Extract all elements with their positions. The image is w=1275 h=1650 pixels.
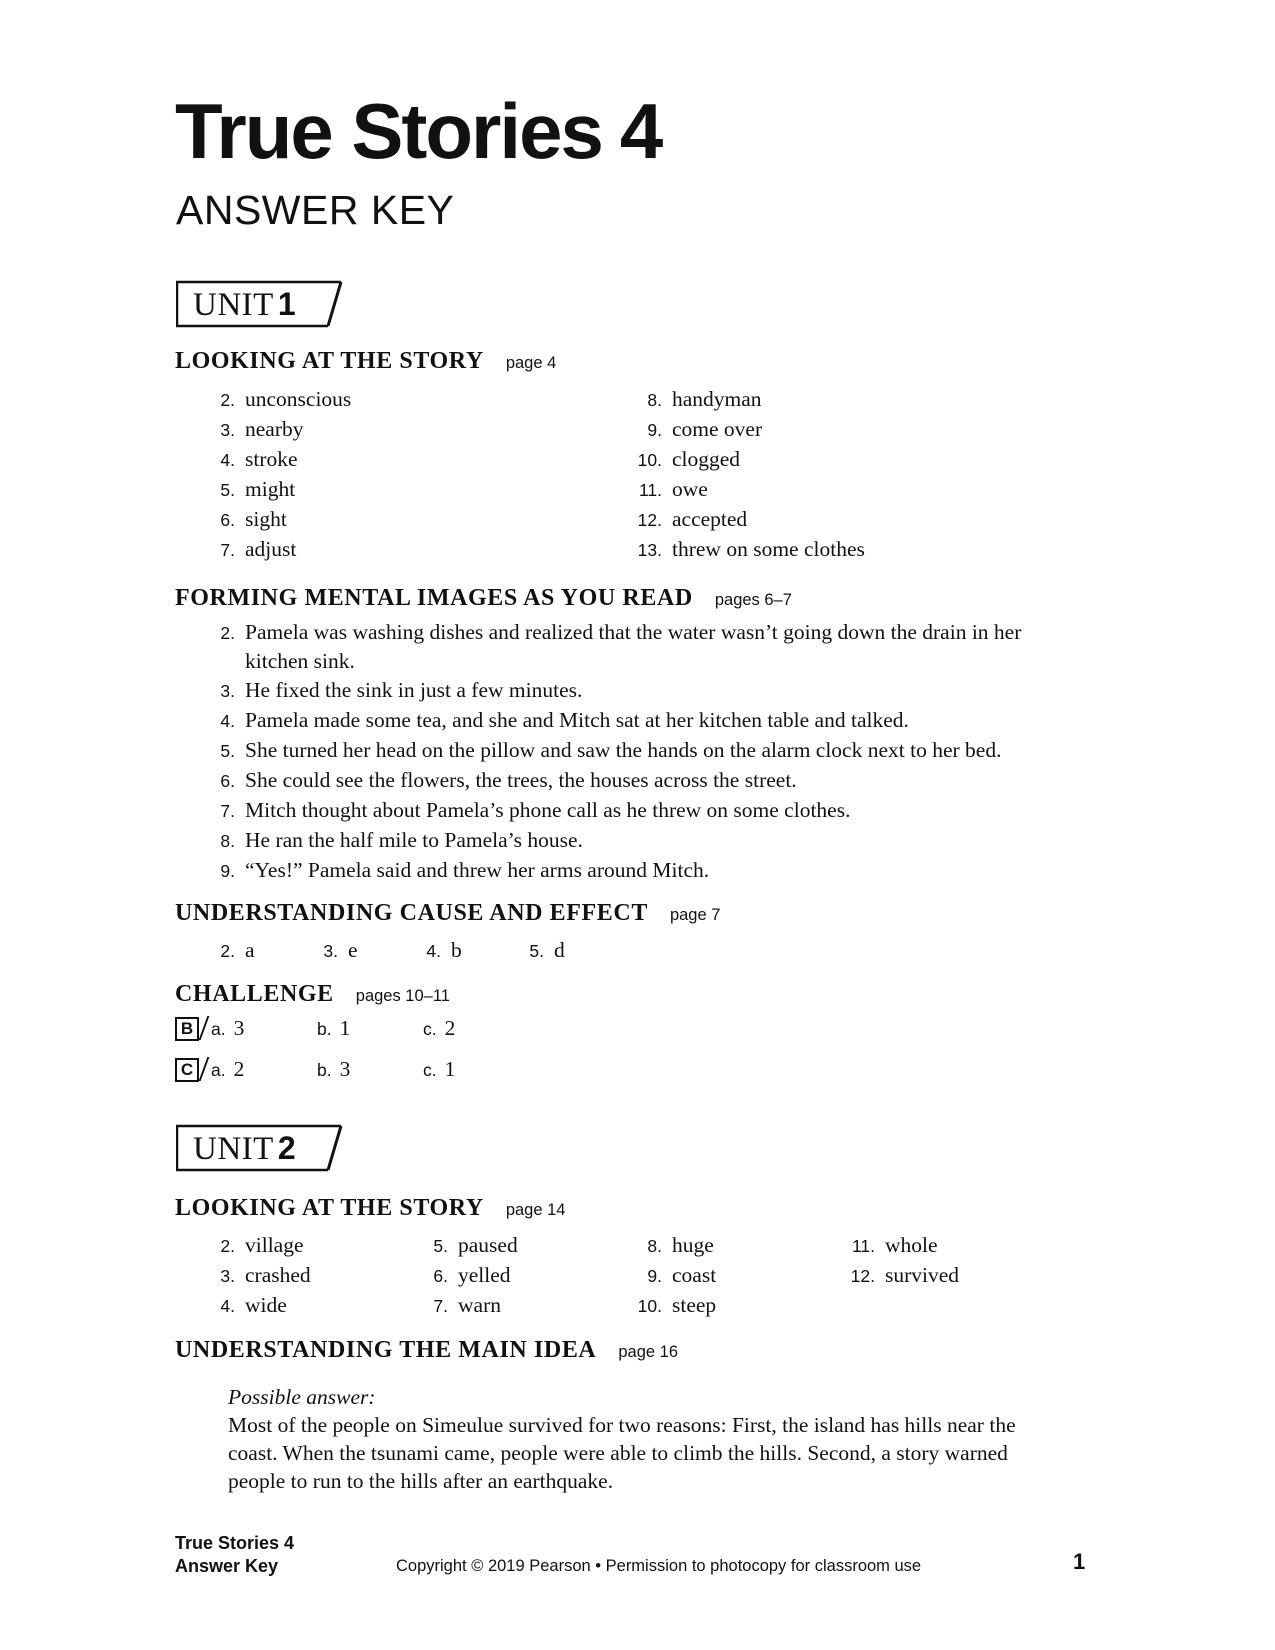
- heading-text: LOOKING AT THE STORY: [175, 1195, 484, 1221]
- answer-item: [195, 1231, 311, 1261]
- item-number: 13.: [637, 540, 662, 560]
- item-answer: She could see the flowers, the trees, the houses across the street.: [245, 768, 797, 792]
- item-number: 3.: [220, 1266, 235, 1286]
- item-answer: yelled: [458, 1263, 511, 1287]
- item-answer: clogged: [672, 447, 741, 471]
- answer-item: [622, 415, 865, 445]
- item-answer: “Yes!” Pamela said and threw her arms around Mitch.: [245, 858, 710, 882]
- answer-item: [195, 796, 1095, 826]
- item-number: a.: [211, 1060, 226, 1080]
- item-answer: Pamela made some tea, and she and Mitch sat at her kitchen table and talked.: [245, 708, 909, 732]
- item-number: 2.: [220, 941, 235, 961]
- unit-2-banner: [176, 1124, 344, 1172]
- heading-text: UNDERSTANDING CAUSE AND EFFECT: [175, 900, 648, 926]
- answer-item: [195, 676, 1095, 706]
- heading-text: FORMING MENTAL IMAGES AS YOU READ: [175, 585, 693, 611]
- page-reference: page 4: [505, 354, 557, 372]
- answer-item: [408, 1231, 518, 1261]
- item-answer: coast: [672, 1263, 717, 1287]
- page-reference: page 16: [618, 1343, 679, 1361]
- heading-text: LOOKING AT THE STORY: [175, 348, 484, 374]
- title-text: True Stories: [175, 87, 602, 175]
- answer-item: [622, 385, 865, 415]
- item-answer: steep: [672, 1293, 717, 1317]
- item-number: 12.: [850, 1266, 875, 1286]
- item-number: 7.: [220, 801, 235, 821]
- item-number: a.: [211, 1019, 226, 1039]
- item-answer: 3: [339, 1057, 351, 1081]
- item-number: 7.: [433, 1296, 448, 1316]
- answer-item: [622, 505, 865, 535]
- section-heading-main-idea: [175, 1335, 678, 1367]
- answer-item: [622, 475, 865, 505]
- item-number: 5.: [433, 1236, 448, 1256]
- item-number: 4.: [426, 941, 441, 961]
- item-answer: whole: [885, 1233, 938, 1257]
- item-answer: 2: [444, 1016, 456, 1040]
- item-answer: sight: [245, 507, 287, 531]
- item-number: 3.: [323, 941, 338, 961]
- section-heading-cause: [175, 898, 720, 930]
- answer-item: [195, 505, 351, 535]
- item-answer: a: [245, 938, 255, 962]
- item-answer: e: [348, 938, 358, 962]
- footer-book-info: [175, 1532, 294, 1578]
- answer-column: [408, 1231, 518, 1321]
- badge-slash: [199, 1057, 210, 1081]
- answer-item: [195, 736, 1095, 766]
- answer-item: [195, 475, 351, 505]
- item-answer: warn: [458, 1293, 501, 1317]
- item-answer: adjust: [245, 537, 297, 561]
- section-heading-challenge: [175, 979, 450, 1011]
- item-number: 11.: [638, 480, 662, 500]
- item-number: 10.: [637, 450, 662, 470]
- item-answer: She turned her head on the pillow and saw the hands on the alarm clock next to her bed.: [245, 738, 1002, 762]
- answer-item: [408, 1261, 518, 1291]
- item-number: b.: [317, 1060, 332, 1080]
- answer-item: [622, 445, 865, 475]
- item-answer: d: [554, 938, 565, 962]
- challenge-row: [175, 1055, 529, 1096]
- footer-doc-title: Answer Key: [175, 1556, 279, 1576]
- section-heading-looking-1: [175, 346, 556, 378]
- answer-column: [622, 385, 865, 565]
- answer-column: [195, 1231, 311, 1321]
- answer-list: [195, 618, 1095, 886]
- challenge-row: [175, 1014, 529, 1055]
- section-heading-looking-2: [175, 1193, 565, 1225]
- item-number: b.: [317, 1019, 332, 1039]
- answer-item: [195, 936, 298, 966]
- footer-book-title: True Stories 4: [175, 1533, 295, 1553]
- item-answer: village: [245, 1233, 304, 1257]
- page-reference: pages 6–7: [714, 591, 792, 609]
- item-answer: He fixed the sink in just a few minutes.: [245, 678, 583, 702]
- answer-item: [401, 936, 504, 966]
- answer-item: [317, 1014, 423, 1044]
- unit-label: UNIT: [193, 1131, 274, 1167]
- item-number: 5.: [529, 941, 544, 961]
- item-answer: Mitch thought about Pamela’s phone call as he threw on some clothes.: [245, 798, 851, 822]
- challenge-rows: [175, 1014, 529, 1096]
- item-number: 4.: [220, 1296, 235, 1316]
- unit-number: 1: [277, 286, 297, 322]
- exercise-label-badge: C: [175, 1058, 199, 1082]
- section-heading-forming: [175, 583, 792, 615]
- item-number: 9.: [220, 861, 235, 881]
- answer-item: [195, 1261, 311, 1291]
- answer-item: [195, 706, 1095, 736]
- heading-text: CHALLENGE: [175, 981, 334, 1007]
- item-number: 12.: [637, 510, 662, 530]
- item-answer: 2: [233, 1057, 245, 1081]
- item-answer: accepted: [672, 507, 748, 531]
- answer-item: [195, 415, 351, 445]
- item-answer: owe: [672, 477, 708, 501]
- item-number: 7.: [220, 540, 235, 560]
- answer-item: [195, 1291, 311, 1321]
- answer-item: [195, 856, 1095, 886]
- answer-item: [835, 1261, 959, 1291]
- answer-row: [195, 936, 607, 966]
- answer-item: [622, 1261, 716, 1291]
- answer-column: [835, 1231, 959, 1291]
- item-number: 8.: [647, 390, 662, 410]
- answer-item: [622, 1291, 716, 1321]
- possible-answer-label: Possible answer:: [228, 1385, 376, 1409]
- item-answer: survived: [885, 1263, 960, 1287]
- title-number: 4: [619, 87, 662, 175]
- answer-item: [408, 1291, 518, 1321]
- item-answer: come over: [672, 417, 763, 441]
- item-answer: huge: [672, 1233, 714, 1257]
- answer-item: [835, 1231, 959, 1261]
- item-number: 6.: [220, 510, 235, 530]
- item-number: 9.: [647, 420, 662, 440]
- document-title: [175, 87, 662, 175]
- item-number: 3.: [220, 420, 235, 440]
- item-answer: handyman: [672, 387, 762, 411]
- answer-item: [317, 1055, 423, 1085]
- item-answer: b: [451, 938, 462, 962]
- item-answer: He ran the half mile to Pamela’s house.: [245, 828, 583, 852]
- item-number: 9.: [647, 1266, 662, 1286]
- item-answer: wide: [245, 1293, 287, 1317]
- answer-item: [195, 535, 351, 565]
- page-reference: page 14: [505, 1201, 566, 1219]
- answer-item: [423, 1055, 529, 1085]
- answer-item: [423, 1014, 529, 1044]
- heading-text: UNDERSTANDING THE MAIN IDEA: [175, 1337, 597, 1363]
- page-number: 1: [1073, 1549, 1086, 1574]
- item-answer: nearby: [245, 417, 304, 441]
- unit-label: UNIT: [193, 287, 274, 323]
- item-answer: Pamela was washing dishes and realized that the water wasn’t going down the drain in her kitchen sink.: [245, 620, 1022, 673]
- item-number: 8.: [647, 1236, 662, 1256]
- item-number: 5.: [220, 480, 235, 500]
- item-number: 10.: [637, 1296, 662, 1316]
- item-answer: threw on some clothes: [672, 537, 865, 561]
- document-subtitle: ANSWER KEY: [176, 187, 455, 233]
- item-answer: 3: [233, 1016, 245, 1040]
- answer-item: [622, 1231, 716, 1261]
- footer-copyright: Copyright © 2019 Pearson • Permission to photocopy for classroom use: [396, 1557, 922, 1575]
- main-idea-text: Most of the people on Simeulue survived for two reasons: First, the island has hills near the coast. When the tsunami came, people were able to climb the hills. Second, a story warned people to run to the hills after an earthquake.: [228, 1413, 1016, 1493]
- item-answer: 1: [339, 1016, 351, 1040]
- exercise-label-badge: B: [175, 1017, 199, 1041]
- item-number: 4.: [220, 711, 235, 731]
- item-answer: unconscious: [245, 387, 352, 411]
- item-number: 6.: [433, 1266, 448, 1286]
- item-answer: 1: [444, 1057, 456, 1081]
- item-number: 2.: [220, 623, 235, 643]
- item-number: 2.: [220, 390, 235, 410]
- answer-item: [504, 936, 607, 966]
- item-number: c.: [423, 1060, 437, 1080]
- item-number: 4.: [220, 450, 235, 470]
- item-answer: crashed: [245, 1263, 311, 1287]
- badge-slash: [199, 1016, 210, 1040]
- item-number: 3.: [220, 681, 235, 701]
- item-number: 5.: [220, 741, 235, 761]
- answer-item: [195, 618, 1095, 676]
- answer-item: [298, 936, 401, 966]
- item-answer: might: [245, 477, 296, 501]
- page-reference: page 7: [669, 906, 721, 924]
- answer-item: [195, 385, 351, 415]
- item-number: 8.: [220, 831, 235, 851]
- answer-column: [195, 385, 351, 565]
- answer-item: [211, 1055, 317, 1085]
- unit-1-banner: [176, 280, 344, 328]
- answer-item: [622, 535, 865, 565]
- answer-item: [195, 826, 1095, 856]
- answer-item: [195, 445, 351, 475]
- page-reference: pages 10–11: [355, 987, 450, 1005]
- item-number: 11.: [851, 1236, 875, 1256]
- item-number: 2.: [220, 1236, 235, 1256]
- unit-number: 2: [277, 1130, 297, 1166]
- item-number: 6.: [220, 771, 235, 791]
- item-number: c.: [423, 1019, 437, 1039]
- answer-item: [195, 766, 1095, 796]
- answer-column: [622, 1231, 716, 1321]
- item-answer: stroke: [245, 447, 298, 471]
- main-idea-answer: [228, 1383, 1028, 1495]
- answer-item: [211, 1014, 317, 1044]
- item-answer: paused: [458, 1233, 518, 1257]
